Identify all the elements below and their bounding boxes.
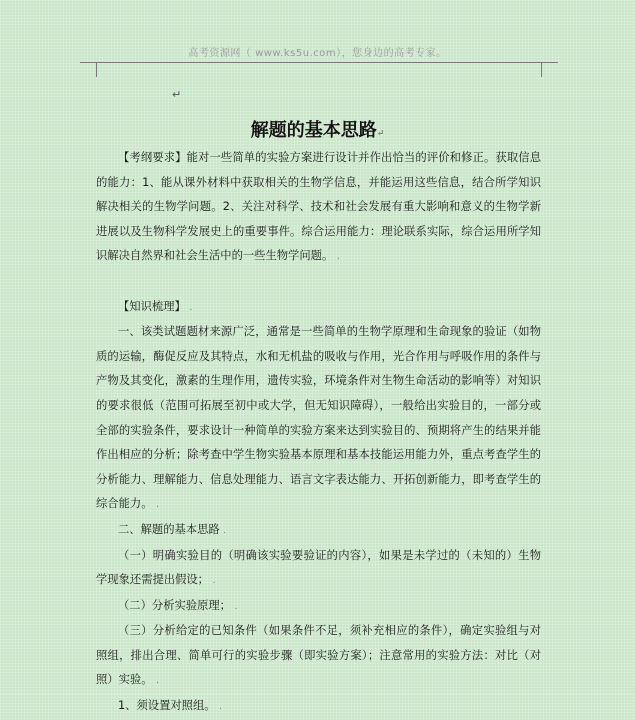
paragraph-exam-requirements: 【考纲要求】能对一些简单的实验方案进行设计并作出恰当的评价和修正。获取信息的能力：1、能从课外材料中获取相关的生物学信息，并能运用这些信息，结合所学知识解决相关的生物学问题。2、关注对科学、技术和社会发展有重大影响和意义的生物学新进展以及生物科学发展史上的重要事件。综合运用能力：理论联系实际，综合运用所学知识解决自然界和社会生活中的一些生物学问题。 . [96,151,541,263]
paragraph-step-two: （二）分析实验原理； . [118,598,238,612]
paragraph-end-mark: . [336,252,340,263]
blank-line [96,270,541,295]
document-body [96,146,541,720]
paragraph-knowledge-heading: 【知识梳理】 . [118,299,193,313]
paragraph-step-three: （三）分析给定的已知条件（如果条件不足，须补充相应的条件），确定实验组与对照组，排出合理、简单可行的实验步骤（即实验方案）；注意常用的实验方法：对比（对照）实验。 . [96,624,541,687]
title-text: 解题的基本思路 [250,120,377,141]
paragraph-end-mark: . [234,601,238,612]
header-rule [96,62,542,63]
document-title [0,116,635,142]
paragraph-section-one: 一、该类试题题材来源广泛，通常是一些简单的生物学原理和生命现象的验证（如物质的运输，酶促反应及其特点，水和无机盐的吸收与作用，光合作用与呼吸作用的条件与产物及其变化，激素的生理作用，遗传实验，环境条件对生物生命活动的影响等）对知识的要求很低（范围可拓展至初中或大学，但无知识障碍），一般给出实验目的，一部分或全部的实验条件，要求设计一种简单的实验方案来达到实验目的、预期将产生的结果并能作出相应的分析；除考查中学生物实验基本原理和基本技能运用能力外，重点考查学生的分析能力、理解能力、信息处理能力、语言文字表达能力、开拓创新能力，即考查学生的综合能力。 . [96,325,541,511]
margin-corner-left [80,62,97,77]
page-header-text: 高考资源网（ www.ks5u.com），您身边的高考专家。 [188,48,447,59]
paragraph-item-one: 1、须设置对照组。 . [118,699,223,713]
paragraph-section-two: 二、解题的基本思路 . [118,522,227,536]
paragraph-end-mark: . [189,302,193,313]
paragraph-mark-icon: ↵ [376,129,385,139]
paragraph-end-mark: . [156,500,159,511]
margin-corner-right [541,62,558,77]
paragraph-end-mark: . [156,676,159,687]
paragraph-end-mark: . [219,702,223,713]
paragraph-step-one: （一）明确实验目的（明确该实验要验证的内容），如果是未学过的（未知的）生物学现象还需提出假设； . [96,548,541,587]
paragraph-mark-icon: ↵ [172,88,182,101]
paragraph-end-mark: . [212,576,216,587]
paragraph-end-mark: . [223,525,227,536]
